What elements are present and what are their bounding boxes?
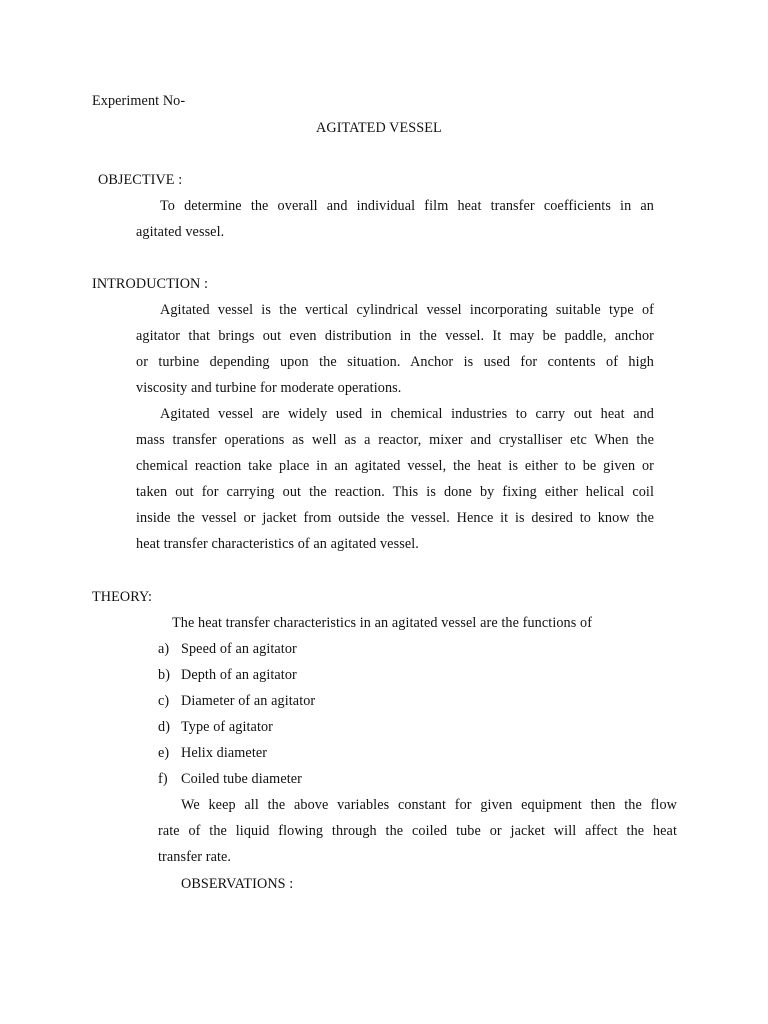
list-item-text: Helix diameter [181, 745, 268, 761]
list-item-text: Speed of an agitator [181, 641, 297, 657]
list-item-marker: d) [158, 719, 171, 735]
objective-heading: OBJECTIVE : [98, 172, 183, 188]
intro-para2-line-4: taken out for carrying out the reaction. This is done by fixing either helical coil [136, 484, 654, 500]
list-item-text: Coiled tube diameter [181, 771, 302, 787]
intro-para1-line-4: viscosity and turbine for moderate operations. [136, 380, 402, 396]
objective-line-1: To determine the overall and individual film heat transfer coefficients in an [160, 198, 654, 214]
intro-para2-line-3: chemical reaction take place in an agitated vessel, the heat is either to be given or [136, 458, 654, 474]
theory-intro: The heat transfer characteristics in an agitated vessel are the functions of [172, 615, 593, 631]
list-item-marker: e) [158, 745, 170, 761]
intro-para2-line-5: inside the vessel or jacket from outside the vessel. Hence it is desired to know the [136, 510, 654, 526]
theory-para-line-2: rate of the liquid flowing through the coiled tube or jacket will affect the heat [158, 823, 677, 839]
theory-para-line-1: We keep all the above variables constant for given equipment then the flow [181, 797, 677, 813]
theory-para-line-3: transfer rate. [158, 849, 232, 865]
introduction-heading: INTRODUCTION : [92, 276, 209, 292]
experiment-number: Experiment No- [92, 93, 186, 109]
intro-para1-line-1: Agitated vessel is the vertical cylindrical vessel incorporating suitable type of [160, 302, 654, 318]
list-item-text: Depth of an agitator [181, 667, 297, 683]
list-item-marker: c) [158, 693, 170, 709]
observations-heading: OBSERVATIONS : [181, 876, 294, 892]
list-item-text: Type of agitator [181, 719, 274, 735]
list-item-text: Diameter of an agitator [181, 693, 316, 709]
objective-line-2: agitated vessel. [136, 224, 225, 240]
list-item-marker: a) [158, 641, 170, 657]
theory-heading: THEORY: [92, 589, 153, 605]
list-item-marker: f) [158, 771, 168, 787]
intro-para1-line-3: or turbine depending upon the situation. Anchor is used for contents of high [136, 354, 654, 370]
intro-para2-line-1: Agitated vessel are widely used in chemical industries to carry out heat and [160, 406, 654, 422]
intro-para2-line-6: heat transfer characteristics of an agitated vessel. [136, 536, 419, 552]
intro-para1-line-2: agitator that brings out even distribution in the vessel. It may be paddle, anchor [136, 328, 654, 344]
page-title: AGITATED VESSEL [316, 120, 442, 136]
intro-para2-line-2: mass transfer operations as well as a reactor, mixer and crystalliser etc When the [136, 432, 654, 448]
list-item-marker: b) [158, 667, 171, 683]
